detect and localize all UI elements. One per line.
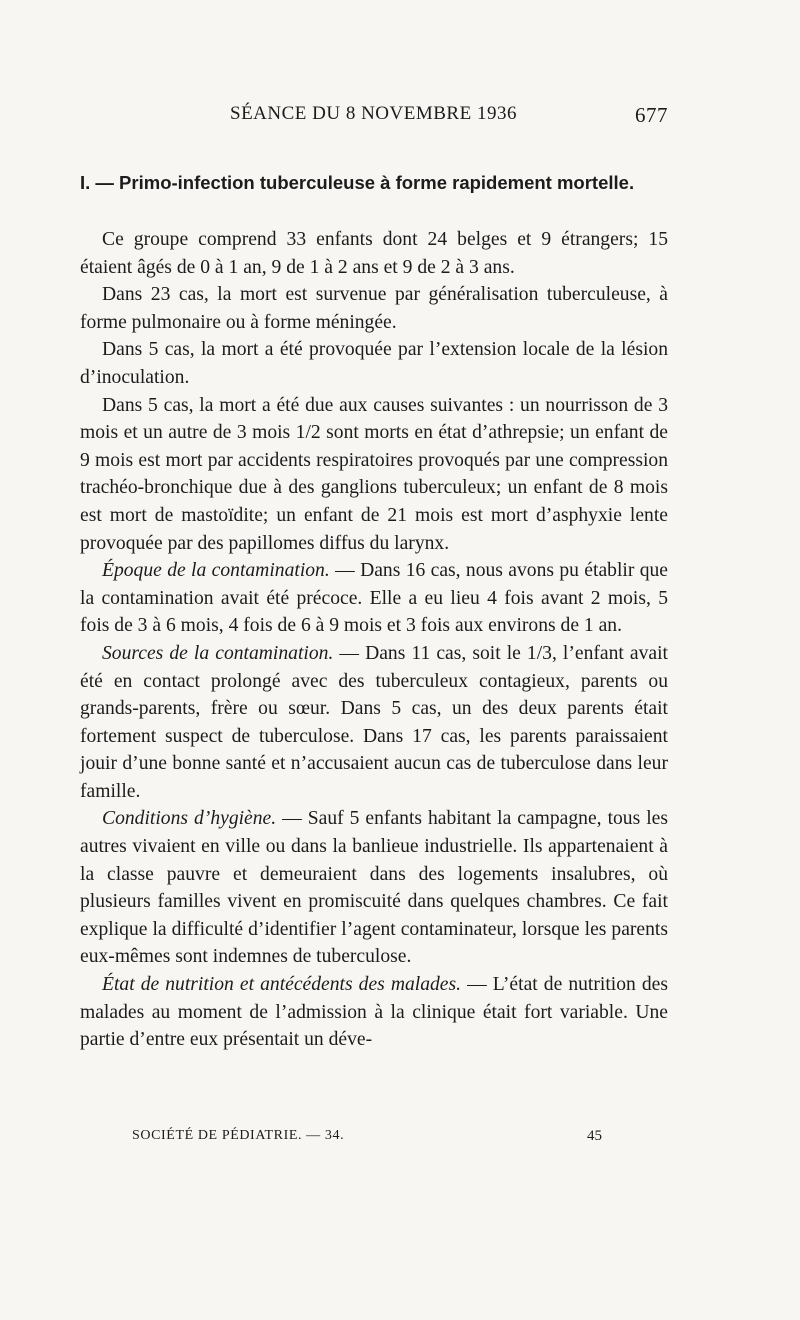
paragraph-text: Dans 5 cas, la mort a été provoquée par l’extension locale de la lésion d’inoculation. bbox=[80, 339, 668, 388]
paragraph bbox=[80, 557, 668, 640]
paragraph-text: — L’état de nutrition des malades au moment de l’admission à la clinique était fort variable. Une partie d’entre eux présentait un déve- bbox=[80, 974, 668, 1051]
paragraph-text: — Sauf 5 enfants habitant la campagne, tous les autres vivaient en ville ou dans la banlieue industrielle. Ils appartenaient à la classe pauvre et demeuraient dans des logements insalubres, où plusieurs familles vivent en promiscuité dans quelques chambres. Ce fait explique la difficulté d’identifier l’agent contaminateur, lorsque les parents eux-mêmes sont indemnes de tuberculose. bbox=[80, 808, 668, 968]
paragraph bbox=[80, 971, 668, 1054]
paragraph bbox=[80, 805, 668, 971]
paragraph bbox=[80, 392, 668, 558]
paragraph-lead: État de nutrition et antécédents des malades. bbox=[102, 974, 462, 996]
paragraph bbox=[80, 640, 668, 806]
paragraph-text: — Dans 11 cas, soit le 1/3, l’enfant avait été en contact prolongé avec des tuberculeux contagieux, parents ou grands-parents, frère ou sœur. Dans 5 cas, un des deux parents était fortement suspect de tuberculose. Dans 17 cas, les parents paraissaient jouir d’une bonne santé et n’accusaient aucun cas de tuberculose dans leur famille. bbox=[80, 642, 668, 802]
running-title: SÉANCE DU 8 NOVEMBRE 1936 bbox=[230, 103, 517, 124]
body-text bbox=[80, 226, 668, 1054]
signature-mark: SOCIÉTÉ DE PÉDIATRIE. — 34. bbox=[132, 1128, 345, 1143]
page-footer bbox=[80, 1128, 668, 1150]
paragraph-text: — Dans 16 cas, nous avons pu établir que la contamination avait été précoce. Elle a eu lieu 4 fois avant 2 mois, 5 fois de 3 à 6 mois, 4 fois de 6 à 9 mois et 3 fois aux environs de 1 an. bbox=[80, 560, 668, 637]
paragraph-text: Dans 5 cas, la mort a été due aux causes suivantes : un nourrisson de 3 mois et un autre de 3 mois 1/2 sont morts en état d’athrepsie; un enfant de 9 mois est mort par accidents respiratoires provoqués par une compression trachéo-bronchique due à des ganglions tuberculeux; un enfant de 8 mois est mort de mastoïdite; un enfant de 21 mois est mort d’asphyxie lente provoquée par des papillomes diffus du larynx. bbox=[80, 394, 668, 554]
paragraph bbox=[80, 281, 668, 336]
paragraph bbox=[80, 336, 668, 391]
paragraph-text: Dans 23 cas, la mort est survenue par généralisation tuberculeuse, à forme pulmonaire ou à forme méningée. bbox=[80, 284, 668, 333]
paragraph-text: Ce groupe comprend 33 enfants dont 24 belges et 9 étrangers; 15 étaient âgés de 0 à 1 an, 9 de 1 à 2 ans et 9 de 2 à 3 ans. bbox=[80, 229, 668, 278]
page-number: 677 bbox=[635, 103, 668, 127]
section-heading: I. — Primo-infection tuberculeuse à forme rapidement mortelle. bbox=[80, 172, 635, 193]
paragraph-lead: Sources de la contamination. bbox=[102, 642, 334, 664]
folio-number: 45 bbox=[587, 1128, 602, 1144]
paragraph-lead: Époque de la contamination. bbox=[102, 560, 330, 582]
paragraph bbox=[80, 226, 668, 281]
paragraph-lead: Conditions d’hygiène. bbox=[102, 808, 277, 830]
running-header bbox=[80, 103, 668, 133]
